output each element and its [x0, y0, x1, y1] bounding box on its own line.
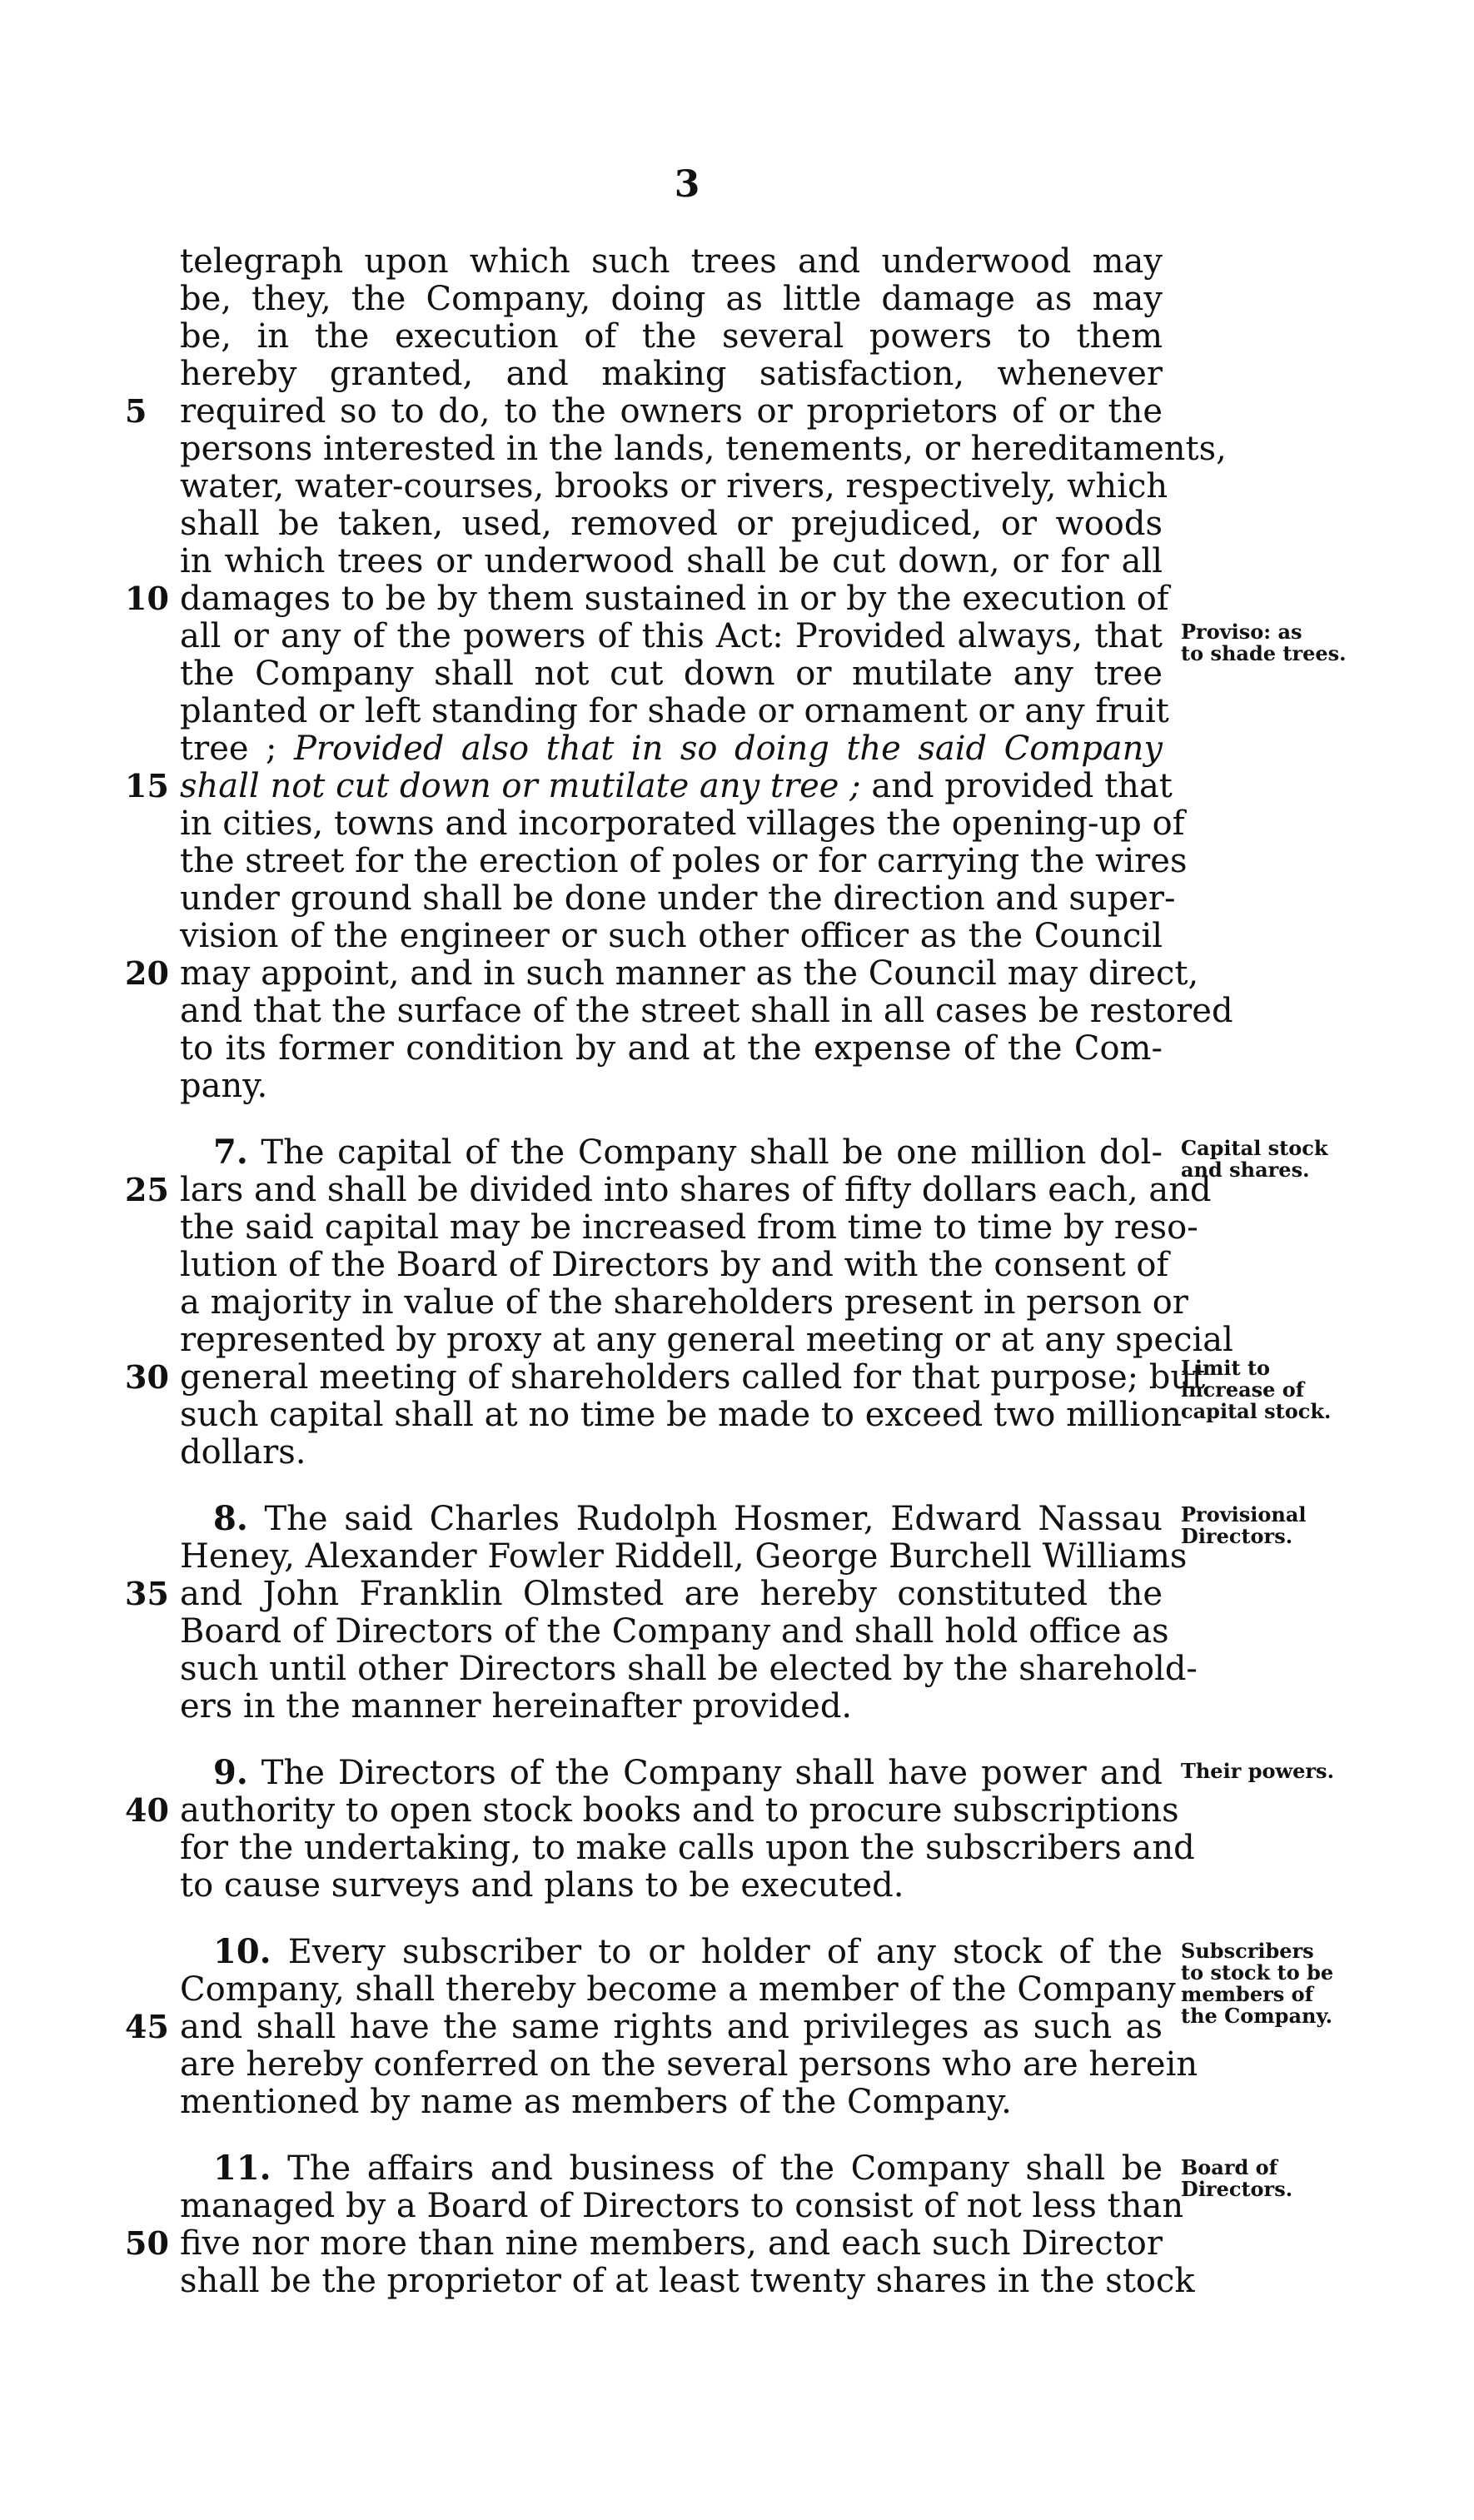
text-line: persons interested in the lands, tenements, or hereditaments,: [180, 430, 1227, 468]
text-fragment: tree ;: [180, 730, 277, 768]
text-line: represented by proxy at any general meeting or at any special: [180, 1321, 1233, 1359]
text-line: and John Franklin Olmsted are hereby constituted the: [180, 1575, 1163, 1613]
line-number: 10: [125, 580, 169, 617]
text-line: Heney, Alexander Fowler Riddell, George Burchell Williams: [180, 1537, 1188, 1576]
text-line: shall be taken, used, removed or prejudiced, or woods: [180, 505, 1163, 543]
text-line: be, they, the Company, doing as little damage as may: [180, 280, 1163, 318]
text-line: the said capital may be increased from time to time by reso-: [180, 1208, 1198, 1247]
italic-fragment: Provided also that in so doing the said Company: [294, 730, 1163, 768]
margin-note: to stock to be: [1181, 1960, 1334, 1985]
margin-note: Subscribers: [1181, 1939, 1314, 1963]
text-line: telegraph upon which such trees and underwood may: [180, 242, 1163, 281]
text-line: shall be the proprietor of at least twenty shares in the stock: [180, 2262, 1195, 2300]
text-line-mixed: [180, 767, 1173, 805]
text-line: for the undertaking, to make calls upon the subscribers and: [180, 1829, 1195, 1867]
text-line: lars and shall be divided into shares of fifty dollars each, and: [180, 1171, 1212, 1209]
line-number: 5: [125, 392, 147, 430]
text-line: vision of the engineer or such other officer as the Council: [180, 917, 1163, 955]
text-line: all or any of the powers of this Act: Provided always, that: [180, 617, 1163, 655]
margin-note: Capital stock: [1181, 1136, 1328, 1160]
text-line: in which trees or underwood shall be cut down, or for all: [180, 542, 1163, 580]
line-number: 25: [125, 1171, 169, 1208]
text-fragment: Every subscriber to or holder of any stock of the: [287, 1933, 1163, 1971]
section-number: 8.: [213, 1499, 248, 1538]
section-7-first-line: [180, 1134, 1163, 1171]
text-line: and that the surface of the street shall in all cases be restored: [180, 992, 1233, 1030]
line-number: 45: [125, 2008, 169, 2045]
text-line: ers in the manner hereinafter provided.: [180, 1687, 853, 1726]
section-10-first-line: [180, 1934, 1163, 1970]
text-line: lution of the Board of Directors by and with the consent of: [180, 1246, 1169, 1284]
text-line: managed by a Board of Directors to consist of not less than: [180, 2187, 1184, 2225]
text-line: to cause surveys and plans to be executed.: [180, 1866, 904, 1905]
text-line: the Company shall not cut down or mutilate any tree: [180, 655, 1163, 693]
italic-fragment: shall not cut down or mutilate any tree ;: [180, 767, 861, 805]
margin-note: Directors.: [1181, 1524, 1293, 1548]
margin-note: Limit to: [1181, 1356, 1271, 1380]
text-line: under ground shall be done under the direction and super-: [180, 879, 1176, 918]
section-number: 10.: [213, 1932, 271, 1971]
text-line: a majority in value of the shareholders present in person or: [180, 1283, 1188, 1322]
text-line: damages to be by them sustained in or by the execution of: [180, 580, 1169, 618]
text-line: hereby granted, and making satisfaction, whenever: [180, 355, 1163, 393]
text-line: water, water-courses, brooks or rivers, respectively, which: [180, 467, 1168, 505]
margin-note: and shares.: [1181, 1158, 1310, 1182]
margin-note: to shade trees.: [1181, 641, 1347, 665]
line-number: 50: [125, 2224, 169, 2262]
margin-note: members of: [1181, 1982, 1313, 2006]
text-line: and shall have the same rights and privileges as such as: [180, 2008, 1163, 2046]
margin-note: Provisional: [1181, 1502, 1307, 1526]
text-fragment: The Directors of the Company shall have power and: [261, 1754, 1163, 1792]
line-number: 30: [125, 1358, 169, 1396]
text-line: Company, shall thereby become a member of the Company: [180, 1970, 1176, 2009]
page-number: 3: [674, 163, 700, 206]
text-line: authority to open stock books and to procure subscriptions: [180, 1791, 1179, 1830]
text-line: may appoint, and in such manner as the Council may direct,: [180, 954, 1199, 993]
margin-note: Proviso: as: [1181, 620, 1302, 644]
text-line: be, in the execution of the several powers to them: [180, 317, 1163, 356]
text-line: five nor more than nine members, and each such Director: [180, 2224, 1163, 2263]
text-fragment: The said Charles Rudolph Hosmer, Edward Nassau: [264, 1500, 1163, 1538]
margin-note: Directors.: [1181, 2177, 1293, 2201]
margin-note: Board of: [1181, 2155, 1277, 2179]
margin-note: the Company.: [1181, 2004, 1332, 2028]
line-number: 15: [125, 767, 169, 804]
text-line: general meeting of shareholders called for that purpose; but: [180, 1358, 1206, 1397]
text-line: are hereby conferred on the several persons who are herein: [180, 2045, 1198, 2084]
text-line: such until other Directors shall be elected by the sharehold-: [180, 1650, 1198, 1688]
text-line: pany.: [180, 1067, 268, 1105]
text-line: the street for the erection of poles or for carrying the wires: [180, 842, 1188, 880]
text-line: mentioned by name as members of the Company.: [180, 2083, 1012, 2121]
text-fragment: The capital of the Company shall be one million dol-: [261, 1133, 1163, 1172]
margin-note: capital stock.: [1181, 1399, 1332, 1423]
text-line-mixed: [180, 730, 1163, 767]
text-line: in cities, towns and incorporated villages the opening-up of: [180, 804, 1185, 843]
line-number: 20: [125, 954, 169, 992]
line-number: 35: [125, 1575, 169, 1612]
text-line: Board of Directors of the Company and shall hold office as: [180, 1612, 1169, 1651]
text-line: dollars.: [180, 1433, 306, 1472]
text-fragment: The affairs and business of the Company shall be: [287, 2149, 1163, 2188]
section-number: 9.: [213, 1753, 248, 1792]
line-number: 40: [125, 1791, 169, 1829]
section-8-first-line: [180, 1501, 1163, 1537]
section-number: 11.: [213, 2149, 271, 2188]
section-11-first-line: [180, 2150, 1163, 2187]
text-fragment: and provided that: [871, 767, 1173, 805]
text-line: required so to do, to the owners or proprietors of or the: [180, 392, 1163, 431]
text-line: planted or left standing for shade or ornament or any fruit: [180, 692, 1169, 730]
section-number: 7.: [213, 1133, 248, 1172]
margin-note: increase of: [1181, 1377, 1305, 1402]
text-line: to its former condition by and at the expense of the Com-: [180, 1029, 1163, 1068]
text-line: such capital shall at no time be made to exceed two million: [180, 1396, 1183, 1434]
section-9-first-line: [180, 1755, 1163, 1791]
margin-note: Their powers.: [1181, 1759, 1334, 1783]
